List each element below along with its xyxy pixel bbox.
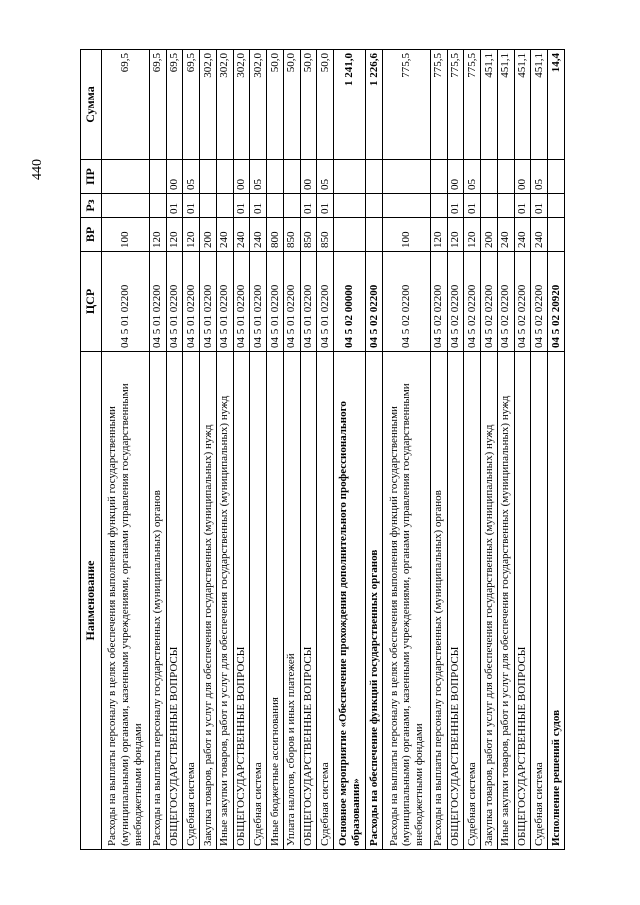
row-name: Расходы на выплаты персоналу в целях обеспечения выполнения функций государственными (муниципальными) органами, казенными учреждениями, органами управления государственными внебюджетными фондами [102, 352, 150, 850]
row-name: ОБЩЕГОСУДАРСТВЕННЫЕ ВОПРОСЫ [166, 352, 183, 850]
row-vr: 120 [166, 218, 183, 252]
row-pr: 05 [317, 160, 334, 194]
row-sum: 302,0 [200, 50, 217, 160]
row-vr [334, 218, 366, 252]
row-sum: 775,5 [464, 50, 481, 160]
row-csr: 04 5 01 02200 [183, 252, 200, 352]
row-rz: 01 [233, 194, 250, 218]
row-name: ОБЩЕГОСУДАРСТВЕННЫЕ ВОПРОСЫ [514, 352, 531, 850]
row-vr: 240 [233, 218, 250, 252]
row-pr: 05 [531, 160, 548, 194]
row-name: Судебная система [531, 352, 548, 850]
row-name: Исполнение решений судов [548, 352, 565, 850]
row-name: Закупка товаров, работ и услуг для обеспечения государственных (муниципальных) нужд [200, 352, 217, 850]
row-sum: 14,4 [548, 50, 565, 160]
row-name: Судебная система [250, 352, 267, 850]
row-name: ОБЩЕГОСУДАРСТВЕННЫЕ ВОПРОСЫ [300, 352, 317, 850]
row-vr: 240 [514, 218, 531, 252]
row-sum: 69,5 [183, 50, 200, 160]
table-row [166, 50, 183, 850]
table-row [334, 50, 366, 850]
row-sum: 1 226,6 [366, 50, 383, 160]
row-csr: 04 5 01 02200 [149, 252, 166, 352]
row-pr [383, 160, 431, 194]
row-vr: 200 [200, 218, 217, 252]
row-sum: 69,5 [166, 50, 183, 160]
table-row [531, 50, 548, 850]
row-rz: 01 [317, 194, 334, 218]
rotated-table-container [80, 50, 565, 850]
row-name: Основное мероприятие «Обеспечение прохождения дополнительного профессионального образования» [334, 352, 366, 850]
row-csr: 04 5 02 02200 [383, 252, 431, 352]
row-pr: 00 [300, 160, 317, 194]
row-name: Расходы на выплаты персоналу в целях обеспечения выполнения функций государственными (муниципальными) органами, казенными учреждениями, органами управления государственными внебюджетными фондами [383, 352, 431, 850]
table-row [447, 50, 464, 850]
header-csr: ЦСР [81, 252, 102, 352]
row-rz: 01 [464, 194, 481, 218]
table-row [267, 50, 284, 850]
page-number: 440 [30, 159, 45, 180]
row-vr: 100 [383, 218, 431, 252]
row-rz [497, 194, 514, 218]
row-pr [283, 160, 300, 194]
table-row [481, 50, 498, 850]
row-sum: 69,5 [149, 50, 166, 160]
row-vr: 850 [283, 218, 300, 252]
row-csr: 04 5 01 02200 [233, 252, 250, 352]
header-name: Наименование [81, 352, 102, 850]
row-rz: 01 [531, 194, 548, 218]
table-row [514, 50, 531, 850]
row-csr: 04 5 01 02200 [317, 252, 334, 352]
row-vr: 240 [250, 218, 267, 252]
row-name: Иные закупки товаров, работ и услуг для обеспечения государственных (муниципальных) нужд [497, 352, 514, 850]
row-sum: 302,0 [233, 50, 250, 160]
row-pr [102, 160, 150, 194]
row-pr [216, 160, 233, 194]
table-row [250, 50, 267, 850]
table-row [216, 50, 233, 850]
header-pr: ПР [81, 160, 102, 194]
row-vr [366, 218, 383, 252]
row-sum: 775,5 [447, 50, 464, 160]
row-vr: 200 [481, 218, 498, 252]
row-name: ОБЩЕГОСУДАРСТВЕННЫЕ ВОПРОСЫ [233, 352, 250, 850]
row-pr [149, 160, 166, 194]
row-name: Расходы на обеспечение функций государственных органов [366, 352, 383, 850]
row-pr [200, 160, 217, 194]
table-row [233, 50, 250, 850]
row-vr: 100 [102, 218, 150, 252]
row-sum: 775,5 [383, 50, 431, 160]
row-pr [366, 160, 383, 194]
row-pr [481, 160, 498, 194]
row-sum: 50,0 [283, 50, 300, 160]
header-vr: ВР [81, 218, 102, 252]
row-csr: 04 5 02 02200 [481, 252, 498, 352]
row-csr: 04 5 01 02200 [283, 252, 300, 352]
row-rz: 01 [447, 194, 464, 218]
row-rz [267, 194, 284, 218]
table-header-row [81, 50, 102, 850]
row-rz [216, 194, 233, 218]
row-name: Судебная система [317, 352, 334, 850]
row-csr: 04 5 01 02200 [300, 252, 317, 352]
row-rz [481, 194, 498, 218]
row-csr: 04 5 02 02200 [514, 252, 531, 352]
row-csr: 04 5 02 02200 [531, 252, 548, 352]
table-row [149, 50, 166, 850]
row-name: Уплата налогов, сборов и иных платежей [283, 352, 300, 850]
row-sum: 1 241,0 [334, 50, 366, 160]
row-name: Иные закупки товаров, работ и услуг для обеспечения государственных (муниципальных) нужд [216, 352, 233, 850]
row-rz [283, 194, 300, 218]
row-pr: 05 [183, 160, 200, 194]
row-csr: 04 5 01 02200 [102, 252, 150, 352]
row-sum: 451,1 [514, 50, 531, 160]
row-csr: 04 5 02 02200 [366, 252, 383, 352]
row-rz [366, 194, 383, 218]
row-vr: 850 [317, 218, 334, 252]
row-rz [548, 194, 565, 218]
table-row [548, 50, 565, 850]
row-pr: 00 [166, 160, 183, 194]
row-csr: 04 5 01 02200 [166, 252, 183, 352]
row-rz: 01 [514, 194, 531, 218]
row-vr: 120 [464, 218, 481, 252]
row-sum: 451,1 [531, 50, 548, 160]
table-row [366, 50, 383, 850]
row-sum: 302,0 [216, 50, 233, 160]
row-pr [548, 160, 565, 194]
row-rz [102, 194, 150, 218]
row-name: ОБЩЕГОСУДАРСТВЕННЫЕ ВОПРОСЫ [447, 352, 464, 850]
row-pr: 05 [250, 160, 267, 194]
row-name: Судебная система [183, 352, 200, 850]
row-rz: 01 [250, 194, 267, 218]
row-sum: 775,5 [430, 50, 447, 160]
table-row [183, 50, 200, 850]
row-name: Закупка товаров, работ и услуг для обеспечения государственных (муниципальных) нужд [481, 352, 498, 850]
row-sum: 50,0 [267, 50, 284, 160]
header-sum: Сумма [81, 50, 102, 160]
row-name: Судебная система [464, 352, 481, 850]
row-name: Расходы на выплаты персоналу государственных (муниципальных) органов [149, 352, 166, 850]
row-csr: 04 5 01 02200 [200, 252, 217, 352]
table-row [102, 50, 150, 850]
table-row [430, 50, 447, 850]
row-csr: 04 5 01 02200 [267, 252, 284, 352]
row-name: Иные бюджетные ассигнования [267, 352, 284, 850]
row-sum: 50,0 [317, 50, 334, 160]
row-sum: 302,0 [250, 50, 267, 160]
row-name: Расходы на выплаты персоналу государственных (муниципальных) органов [430, 352, 447, 850]
row-vr: 120 [183, 218, 200, 252]
row-pr [267, 160, 284, 194]
row-rz: 01 [183, 194, 200, 218]
row-pr: 05 [464, 160, 481, 194]
table-row [383, 50, 431, 850]
row-vr: 800 [267, 218, 284, 252]
row-csr: 04 5 02 02200 [430, 252, 447, 352]
row-rz: 01 [166, 194, 183, 218]
table-body [102, 50, 565, 850]
row-vr: 120 [149, 218, 166, 252]
row-vr: 850 [300, 218, 317, 252]
row-vr: 240 [497, 218, 514, 252]
row-csr: 04 5 01 02200 [250, 252, 267, 352]
table-row [300, 50, 317, 850]
table-row [283, 50, 300, 850]
row-csr: 04 5 02 02200 [497, 252, 514, 352]
row-csr: 04 5 02 02200 [447, 252, 464, 352]
row-rz [149, 194, 166, 218]
row-csr: 04 5 02 00000 [334, 252, 366, 352]
row-rz: 01 [300, 194, 317, 218]
table-row [497, 50, 514, 850]
header-rz: Рз [81, 194, 102, 218]
budget-table [80, 49, 565, 850]
row-vr: 240 [216, 218, 233, 252]
table-row [464, 50, 481, 850]
row-pr [497, 160, 514, 194]
row-vr: 120 [430, 218, 447, 252]
row-sum: 50,0 [300, 50, 317, 160]
row-sum: 451,1 [481, 50, 498, 160]
table-row [317, 50, 334, 850]
row-pr: 00 [447, 160, 464, 194]
row-csr: 04 5 01 02200 [216, 252, 233, 352]
row-rz [334, 194, 366, 218]
row-rz [383, 194, 431, 218]
row-sum: 451,1 [497, 50, 514, 160]
row-pr: 00 [514, 160, 531, 194]
row-pr [334, 160, 366, 194]
row-vr: 120 [447, 218, 464, 252]
row-rz [200, 194, 217, 218]
row-pr [430, 160, 447, 194]
row-csr: 04 5 02 02200 [464, 252, 481, 352]
row-vr [548, 218, 565, 252]
row-pr: 00 [233, 160, 250, 194]
row-sum: 69,5 [102, 50, 150, 160]
table-row [200, 50, 217, 850]
row-rz [430, 194, 447, 218]
row-csr: 04 5 02 20920 [548, 252, 565, 352]
row-vr: 240 [531, 218, 548, 252]
